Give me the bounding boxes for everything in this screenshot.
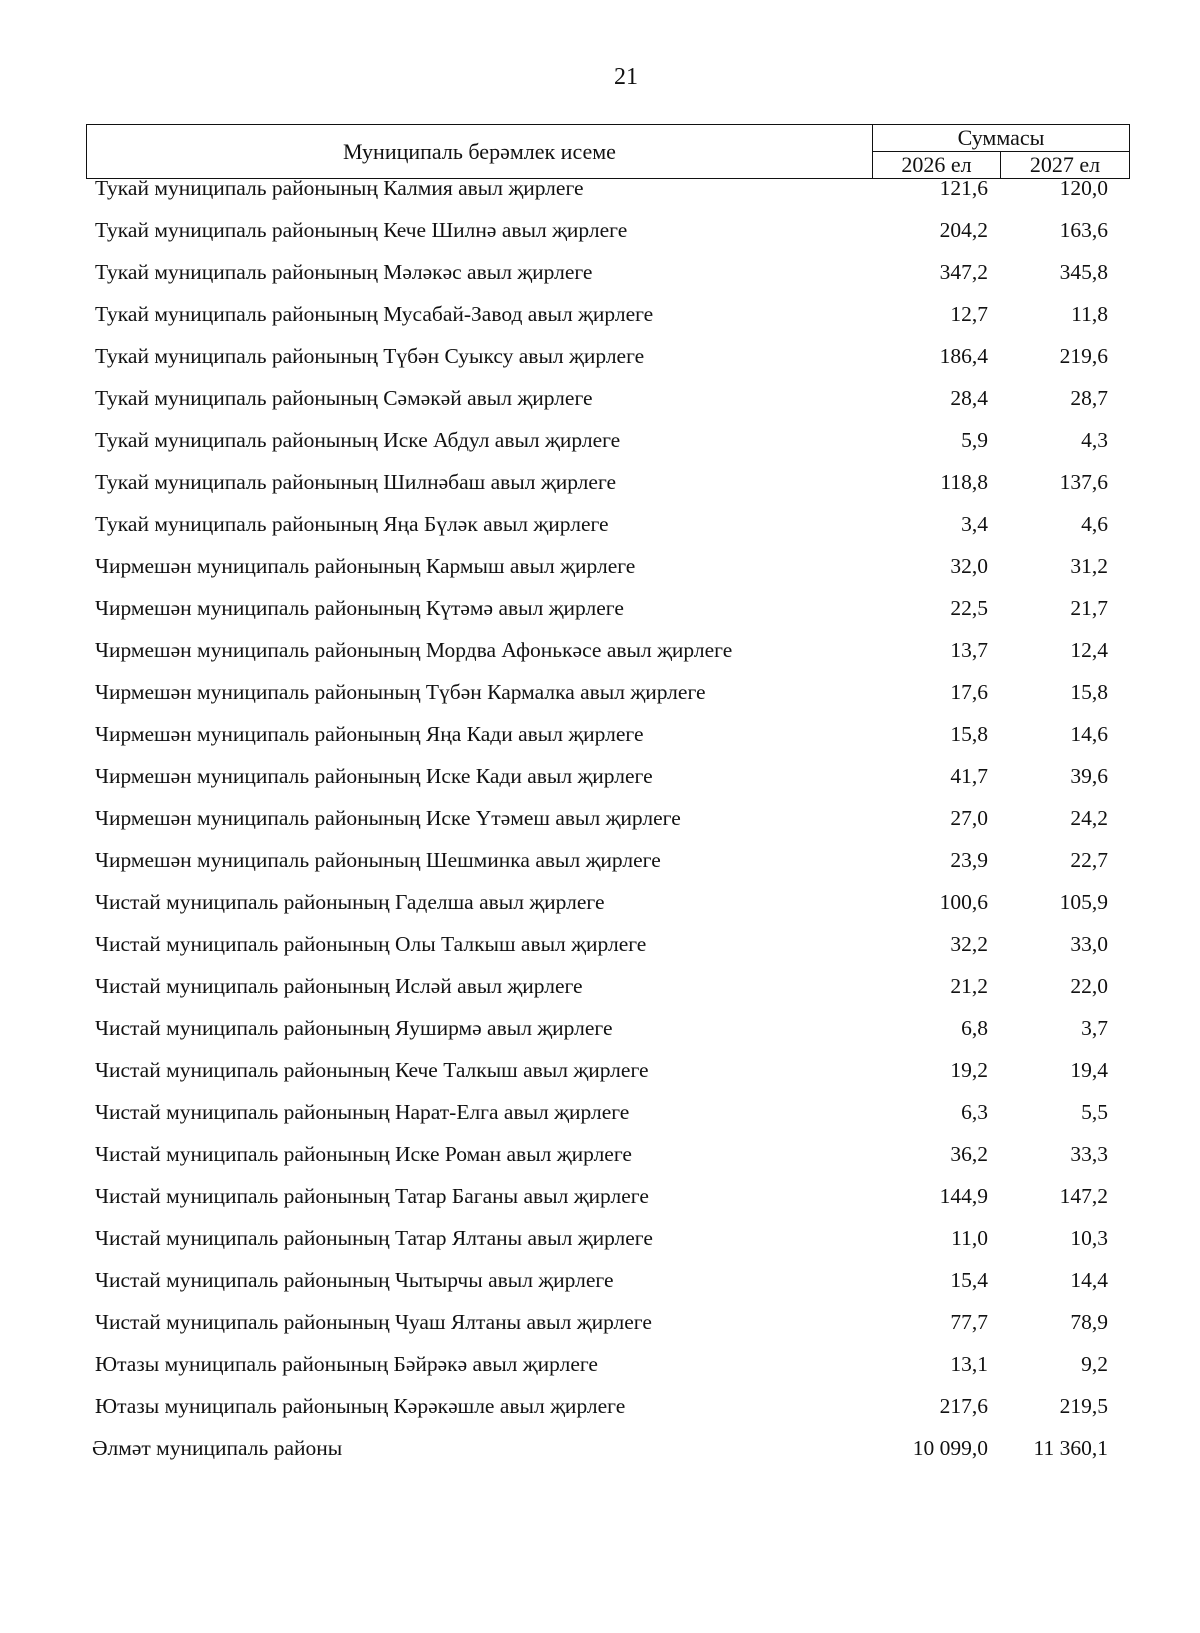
row-name: Чистай муниципаль районының Иске Роман авыл җирлеге — [95, 1142, 632, 1166]
table-row — [0, 850, 1200, 892]
row-value-2026: 204,2 — [939, 218, 988, 242]
table-row — [0, 304, 1200, 346]
row-name: Тукай муниципаль районының Иске Абдул авыл җирлеге — [95, 428, 621, 452]
header-year-2027: 2027 ел — [1029, 152, 1101, 177]
row-value-2027: 33,3 — [1070, 1142, 1108, 1166]
row-name: Чирмешән муниципаль районының Иске Үтәмеш авыл җирлеге — [95, 806, 681, 830]
row-value-2026: 21,2 — [950, 974, 988, 998]
table-row — [0, 976, 1200, 1018]
row-name: Чистай муниципаль районының Чытырчы авыл җирлеге — [95, 1268, 614, 1292]
row-name: Чирмешән муниципаль районының Яңа Кади авыл җирлеге — [95, 722, 644, 746]
row-name: Чирмешән муниципаль районының Кармыш авыл җирлеге — [95, 554, 636, 578]
table-row — [0, 1144, 1200, 1186]
row-name: Чистай муниципаль районының Олы Талкыш авыл җирлеге — [95, 932, 647, 956]
row-value-2026: 15,8 — [950, 722, 988, 746]
table-row — [0, 346, 1200, 388]
header-name-column: Муниципаль берәмлек исеме — [87, 125, 873, 178]
row-value-2027: 137,6 — [1059, 470, 1108, 494]
table-row — [0, 934, 1200, 976]
row-value-2027: 120,0 — [1059, 176, 1108, 200]
table-row — [0, 388, 1200, 430]
row-value-2026: 22,5 — [950, 596, 988, 620]
row-value-2026: 77,7 — [950, 1310, 988, 1334]
table-row — [0, 178, 1200, 220]
row-name: Чирмешән муниципаль районының Шешминка авыл җирлеге — [95, 848, 661, 872]
row-value-2026: 41,7 — [950, 764, 988, 788]
row-value-2027: 219,6 — [1059, 344, 1108, 368]
table-row — [0, 556, 1200, 598]
row-value-2027: 15,8 — [1070, 680, 1108, 704]
row-value-2027: 14,6 — [1070, 722, 1108, 746]
table-row — [0, 262, 1200, 304]
row-value-2027: 4,6 — [1081, 512, 1108, 536]
table-row — [0, 892, 1200, 934]
row-value-2027: 31,2 — [1070, 554, 1108, 578]
table-row — [0, 766, 1200, 808]
table-header — [86, 124, 1130, 179]
row-value-2026: 36,2 — [950, 1142, 988, 1166]
row-name: Чирмешән муниципаль районының Иске Кади авыл җирлеге — [95, 764, 653, 788]
row-value-2026: 118,8 — [940, 470, 988, 494]
row-value-2027: 19,4 — [1070, 1058, 1108, 1082]
row-value-2026: 186,4 — [939, 344, 988, 368]
page-number: 21 — [614, 64, 638, 90]
row-value-2026: 217,6 — [939, 1394, 988, 1418]
row-value-2027: 5,5 — [1081, 1100, 1108, 1124]
table-row — [0, 514, 1200, 556]
row-name: Чистай муниципаль районының Татар Баганы авыл җирлеге — [95, 1184, 649, 1208]
row-value-2026: 144,9 — [939, 1184, 988, 1208]
row-value-2027: 11 360,1 — [1033, 1436, 1108, 1460]
row-name: Тукай муниципаль районының Яңа Бүләк авыл җирлеге — [95, 512, 609, 536]
row-value-2027: 22,0 — [1070, 974, 1108, 998]
row-value-2027: 22,7 — [1070, 848, 1108, 872]
row-value-2027: 14,4 — [1070, 1268, 1108, 1292]
row-value-2026: 11,0 — [951, 1226, 988, 1250]
row-value-2027: 147,2 — [1059, 1184, 1108, 1208]
table-row — [0, 1354, 1200, 1396]
row-name: Тукай муниципаль районының Калмия авыл җирлеге — [95, 176, 584, 200]
row-value-2027: 105,9 — [1059, 890, 1108, 914]
row-value-2026: 121,6 — [939, 176, 988, 200]
table-row — [0, 808, 1200, 850]
row-value-2026: 5,9 — [961, 428, 988, 452]
row-name: Ютазы муниципаль районының Кәрәкәшле авыл җирлеге — [95, 1394, 626, 1418]
row-value-2026: 12,7 — [950, 302, 988, 326]
table-row — [0, 1396, 1200, 1438]
row-value-2026: 3,4 — [961, 512, 988, 536]
table-row — [0, 1228, 1200, 1270]
row-name: Әлмәт муниципаль районы — [92, 1436, 343, 1460]
row-value-2027: 28,7 — [1070, 386, 1108, 410]
table-row — [0, 682, 1200, 724]
row-value-2026: 15,4 — [950, 1268, 988, 1292]
table-row — [0, 640, 1200, 682]
table-row — [0, 220, 1200, 262]
row-name: Тукай муниципаль районының Шилнәбаш авыл җирлеге — [95, 470, 617, 494]
row-name: Тукай муниципаль районының Мусабай-Завод авыл җирлеге — [95, 302, 654, 326]
row-value-2027: 9,2 — [1081, 1352, 1108, 1376]
table-row — [0, 1186, 1200, 1228]
row-name: Чистай муниципаль районының Кече Талкыш авыл җирлеге — [95, 1058, 649, 1082]
row-value-2027: 78,9 — [1070, 1310, 1108, 1334]
row-value-2026: 6,8 — [961, 1016, 988, 1040]
table-row-total — [0, 1438, 1200, 1480]
table-row — [0, 598, 1200, 640]
row-value-2027: 219,5 — [1059, 1394, 1108, 1418]
row-value-2027: 3,7 — [1081, 1016, 1108, 1040]
row-value-2026: 6,3 — [961, 1100, 988, 1124]
row-value-2026: 347,2 — [939, 260, 988, 284]
row-value-2026: 32,2 — [950, 932, 988, 956]
table-row — [0, 472, 1200, 514]
row-name: Тукай муниципаль районының Кече Шилнә авыл җирлеге — [95, 218, 628, 242]
row-value-2027: 11,8 — [1071, 302, 1108, 326]
table-row — [0, 1060, 1200, 1102]
row-name: Чистай муниципаль районының Чуаш Ялтаны авыл җирлеге — [95, 1310, 652, 1334]
table-row — [0, 1312, 1200, 1354]
row-name: Чистай муниципаль районының Нарат-Елга авыл җирлеге — [95, 1100, 630, 1124]
row-value-2027: 10,3 — [1070, 1226, 1108, 1250]
row-name: Чирмешән муниципаль районының Мордва Афонькәсе авыл җирлеге — [95, 638, 733, 662]
row-value-2026: 13,7 — [950, 638, 988, 662]
row-value-2027: 24,2 — [1070, 806, 1108, 830]
row-name: Чистай муниципаль районының Татар Ялтаны авыл җирлеге — [95, 1226, 653, 1250]
table-row — [0, 430, 1200, 472]
header-year-2026: 2026 ел — [873, 152, 1001, 178]
row-value-2026: 17,6 — [950, 680, 988, 704]
table-row — [0, 1018, 1200, 1060]
table-row — [0, 1102, 1200, 1144]
row-name: Чирмешән муниципаль районының Түбән Кармалка авыл җирлеге — [95, 680, 706, 704]
row-value-2026: 32,0 — [950, 554, 988, 578]
row-name: Чистай муниципаль районының Гаделша авыл җирлеге — [95, 890, 605, 914]
row-name: Тукай муниципаль районының Түбән Суыксу авыл җирлеге — [95, 344, 645, 368]
header-sum-column: Суммасы — [873, 125, 1129, 152]
row-value-2026: 23,9 — [950, 848, 988, 872]
row-value-2027: 33,0 — [1070, 932, 1108, 956]
row-value-2027: 12,4 — [1070, 638, 1108, 662]
table-row — [0, 724, 1200, 766]
row-name: Чистай муниципаль районының Яуширмә авыл җирлеге — [95, 1016, 613, 1040]
row-name: Тукай муниципаль районының Сәмәкәй авыл җирлеге — [95, 386, 593, 410]
row-value-2026: 19,2 — [950, 1058, 988, 1082]
row-value-2027: 4,3 — [1081, 428, 1108, 452]
row-value-2026: 28,4 — [950, 386, 988, 410]
table-body — [0, 178, 1200, 1480]
row-value-2027: 21,7 — [1070, 596, 1108, 620]
row-value-2027: 345,8 — [1059, 260, 1108, 284]
row-value-2026: 27,0 — [950, 806, 988, 830]
table-row — [0, 1270, 1200, 1312]
row-name: Чирмешән муниципаль районының Күтәмә авыл җирлеге — [95, 596, 624, 620]
row-value-2027: 39,6 — [1070, 764, 1108, 788]
row-value-2026: 100,6 — [939, 890, 988, 914]
row-value-2026: 13,1 — [950, 1352, 988, 1376]
row-name: Ютазы муниципаль районының Бәйрәкә авыл җирлеге — [95, 1352, 598, 1376]
row-name: Чистай муниципаль районының Исләй авыл җирлеге — [95, 974, 583, 998]
row-value-2027: 163,6 — [1059, 218, 1108, 242]
row-value-2026: 10 099,0 — [912, 1436, 988, 1460]
row-name: Тукай муниципаль районының Мәләкәс авыл җирлеге — [95, 260, 593, 284]
